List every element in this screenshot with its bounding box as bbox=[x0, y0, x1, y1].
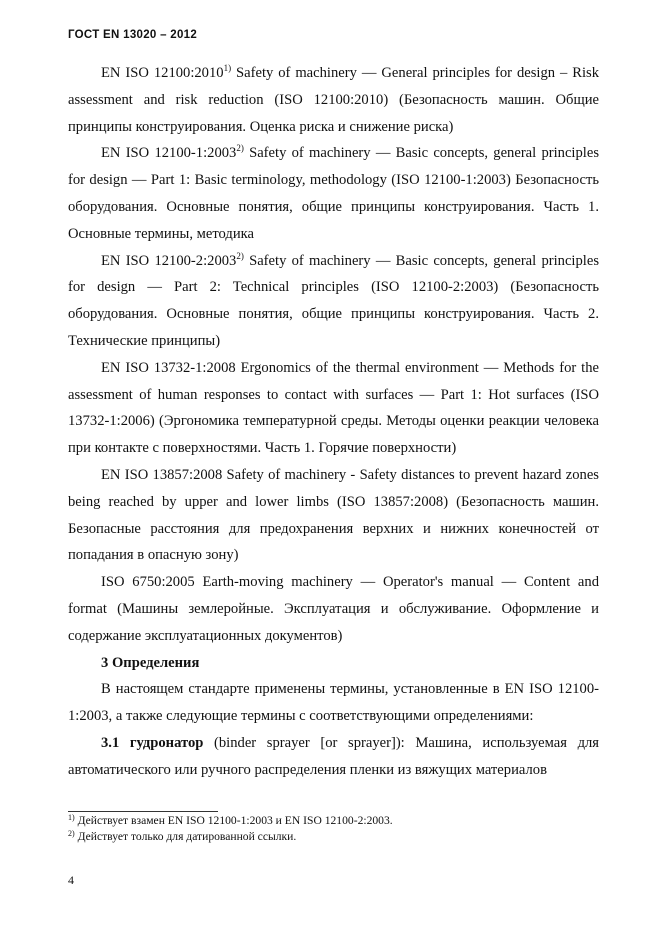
reference-text: Safety of machinery — General principles for design – Risk assessment and risk reduction (ISO 12100:2010) (Безопасность машин. Общие принципы конструирования. Оценка риска и снижение риска) bbox=[68, 65, 599, 135]
page-number: 4 bbox=[68, 873, 74, 887]
section-title: 3 Определения bbox=[101, 654, 200, 671]
reference-code: EN ISO 12100:2010 bbox=[101, 65, 224, 81]
footnote bbox=[68, 813, 599, 829]
reference-entry bbox=[68, 140, 599, 247]
footnote-text: Действует взамен EN ISO 12100-1:2003 и EN ISO 12100-2:2003. bbox=[74, 814, 393, 827]
term-definition bbox=[68, 730, 599, 784]
reference-entry bbox=[68, 355, 599, 462]
reference-code: EN ISO 12100-1:2003 bbox=[101, 145, 237, 162]
term-text: (binder sprayer [or sprayer]): Машина, используемая для автоматического или ручного распределения пленки из вяжущих материалов bbox=[68, 734, 599, 778]
reference-entry bbox=[68, 60, 599, 140]
body-text bbox=[68, 60, 599, 784]
footnote-mark: 1) bbox=[68, 813, 75, 822]
reference-text: Safety of machinery — Basic concepts, general principles for design — Part 2: Technical principles (ISO 12100-2:2003) (Безопасность оборудования. Основные понятия, общие принципы конструирования. Часть 2. Технические принципы) bbox=[68, 252, 599, 349]
document-header: ГОСТ EN 13020 – 2012 bbox=[68, 29, 198, 41]
footnotes bbox=[68, 813, 599, 845]
footnote-divider bbox=[68, 811, 218, 812]
reference-text: Safety of machinery — Basic concepts, general principles for design — Part 1: Basic terminology, methodology (ISO 12100-1:2003) Безопасность оборудования. Основные понятия, общие принципы конструирования. Часть 1. Основные термины, методика bbox=[68, 145, 599, 242]
term-name: 3.1 гудронатор bbox=[101, 734, 204, 751]
footnote-mark: 2) bbox=[68, 829, 75, 838]
footnote-text: Действует только для датированной ссылки. bbox=[74, 830, 297, 843]
reference-text: EN ISO 13857:2008 Safety of machinery - Safety distances to prevent hazard zones being reached by upper and lower limbs (ISO 13857:2008) (Безопасность машин. Безопасные расстояния для предохранения верхних и нижних конечностей от попадания в опасную зону) bbox=[68, 466, 599, 564]
reference-code: EN ISO 12100-2:2003 bbox=[101, 252, 237, 269]
section-intro: В настоящем стандарте применены термины, установленные в EN ISO 12100-1:2003, а также следующие термины с соответствующими определениями: bbox=[68, 681, 599, 725]
reference-entry bbox=[68, 462, 599, 569]
reference-text: ISO 6750:2005 Earth-moving machinery — Operator's manual — Content and format (Машины землеройные. Эксплуатация и обслуживание. Оформление и содержание эксплуатационных документов) bbox=[68, 574, 599, 644]
reference-entry bbox=[68, 569, 599, 649]
reference-text: EN ISO 13732-1:2008 Ergonomics of the thermal environment — Methods for the assessment of human responses to contact with surfaces — Part 1: Hot surfaces (ISO 13732-1:2006) (Эргономика температурной среды. Методы оценки реакции человека при контакте с поверхностями. Часть 1. Горячие поверхности) bbox=[68, 359, 599, 457]
footnote-marker: 2) bbox=[236, 143, 244, 154]
footnote-marker: 1) bbox=[223, 63, 232, 73]
reference-entry bbox=[68, 248, 599, 355]
footnote bbox=[68, 829, 599, 845]
footnote-marker: 2) bbox=[236, 250, 244, 261]
